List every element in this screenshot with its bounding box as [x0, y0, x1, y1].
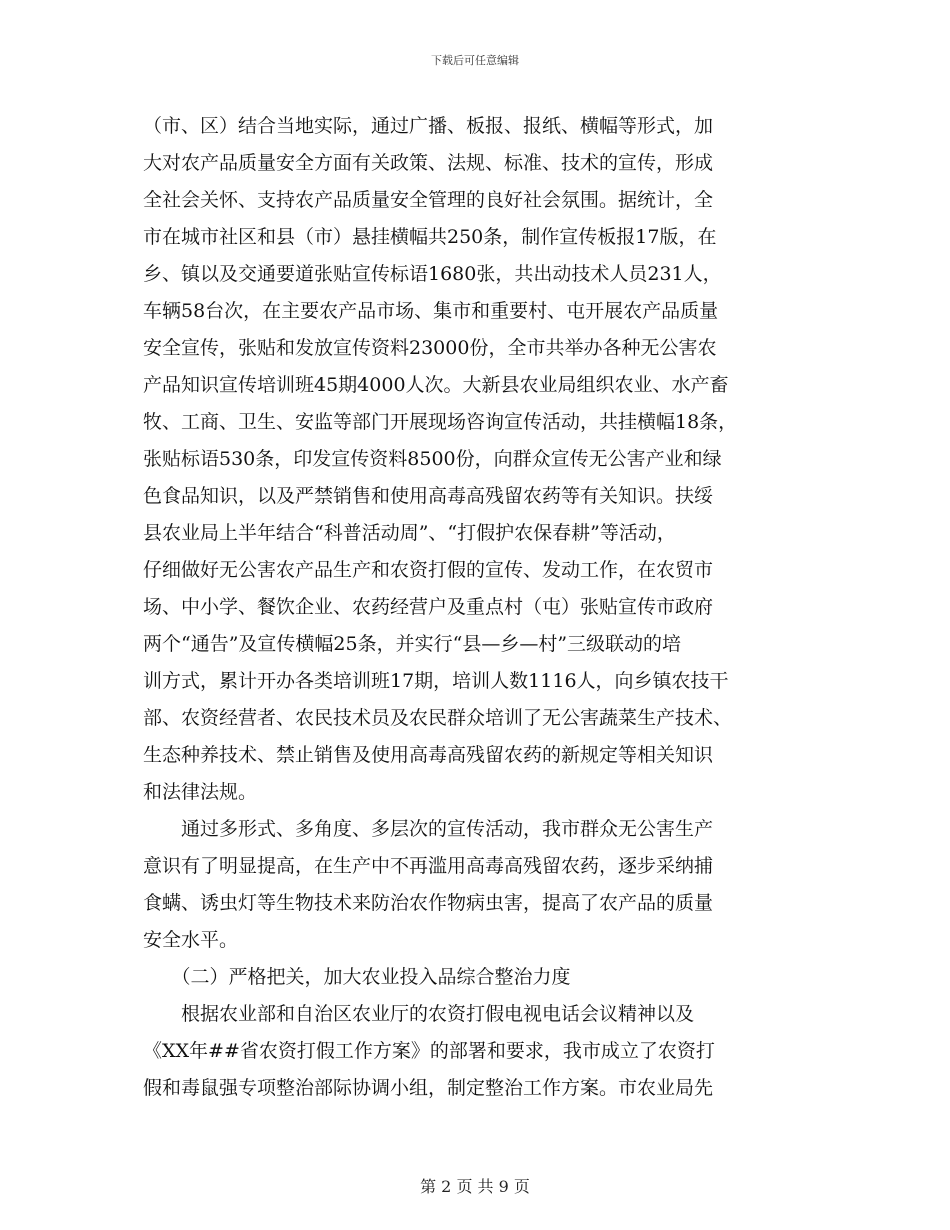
text-line: 生态种养技术、禁止销售及使用高毒高残留农药的新规定等相关知识 [143, 744, 714, 766]
text-line: 部、农资经营者、农民技术员及农民群众培训了无公害蔬菜生产技术、 [143, 707, 733, 729]
text-line: 安全水平。 [143, 929, 239, 951]
text-line: 食螨、诱虫灯等生物技术来防治农作物病虫害，提高了农产品的质量 [143, 892, 714, 914]
text-line: 全社会关怀、支持农产品质量安全管理的良好社会氛围。据统计，全 [143, 189, 714, 211]
text-line: 两个“通告”及宣传横幅25条，并实行“县—乡—村”三级联动的培 [143, 633, 682, 655]
text-line: 牧、工商、卫生、安监等部门开展现场咨询宣传活动，共挂横幅18条， [143, 411, 738, 433]
text-line: 安全宣传，张贴和发放宣传资料23000份，全市共举办各种无公害农 [143, 337, 717, 359]
text-line: 县农业局上半年结合“科普活动周”、“打假护农保春耕”等活动， [143, 522, 676, 544]
text-line: （二）严格把关，加大农业投入品综合整治力度 [143, 966, 571, 988]
text-line: 张贴标语530条，印发宣传资料8500份，向群众宣传无公害产业和绿 [143, 448, 722, 470]
page-footer: 第 2 页 共 9 页 [420, 1177, 530, 1196]
body-text [143, 108, 805, 1107]
text-line: 通过多形式、多角度、多层次的宣传活动，我市群众无公害生产 [143, 818, 714, 840]
text-line: 意识有了明显提高，在生产中不再滥用高毒高残留农药，逐步采纳捕 [143, 855, 714, 877]
page-header: 下载后可任意编辑 [431, 54, 519, 67]
text-line: 和法律法规。 [143, 781, 258, 803]
text-line: 训方式，累计开办各类培训班17期，培训人数1116人，向乡镇农技干 [143, 670, 729, 692]
text-line: 色食品知识，以及严禁销售和使用高毒高残留农药等有关知识。扶绥 [143, 485, 714, 507]
text-line: 市在城市社区和县（市）悬挂横幅共250条，制作宣传板报17版，在 [143, 226, 717, 248]
text-line: 产品知识宣传培训班45期4000人次。大新县农业局组织农业、水产畜 [143, 374, 729, 396]
text-line: （市、区）结合当地实际，通过广播、板报、报纸、横幅等形式，加 [143, 115, 714, 137]
text-line: 大对农产品质量安全方面有关政策、法规、标准、技术的宣传，形成 [143, 152, 714, 174]
text-line: 场、中小学、餐饮企业、农药经营户及重点村（屯）张贴宣传市政府 [143, 596, 714, 618]
text-line: 假和毒鼠强专项整治部际协调小组，制定整治工作方案。市农业局先 [143, 1077, 714, 1099]
text-line: 仔细做好无公害农产品生产和农资打假的宣传、发动工作，在农贸市 [143, 559, 714, 581]
text-line: 《XX年##省农资打假工作方案》的部署和要求，我市成立了农资打 [143, 1040, 715, 1062]
text-line: 根据农业部和自治区农业厅的农资打假电视电话会议精神以及 [143, 1003, 695, 1025]
text-line: 车辆58台次，在主要农产品市场、集市和重要村、屯开展农产品质量 [143, 300, 719, 322]
text-line: 乡、镇以及交通要道张贴宣传标语1680张，共出动技术人员231人， [143, 263, 722, 285]
